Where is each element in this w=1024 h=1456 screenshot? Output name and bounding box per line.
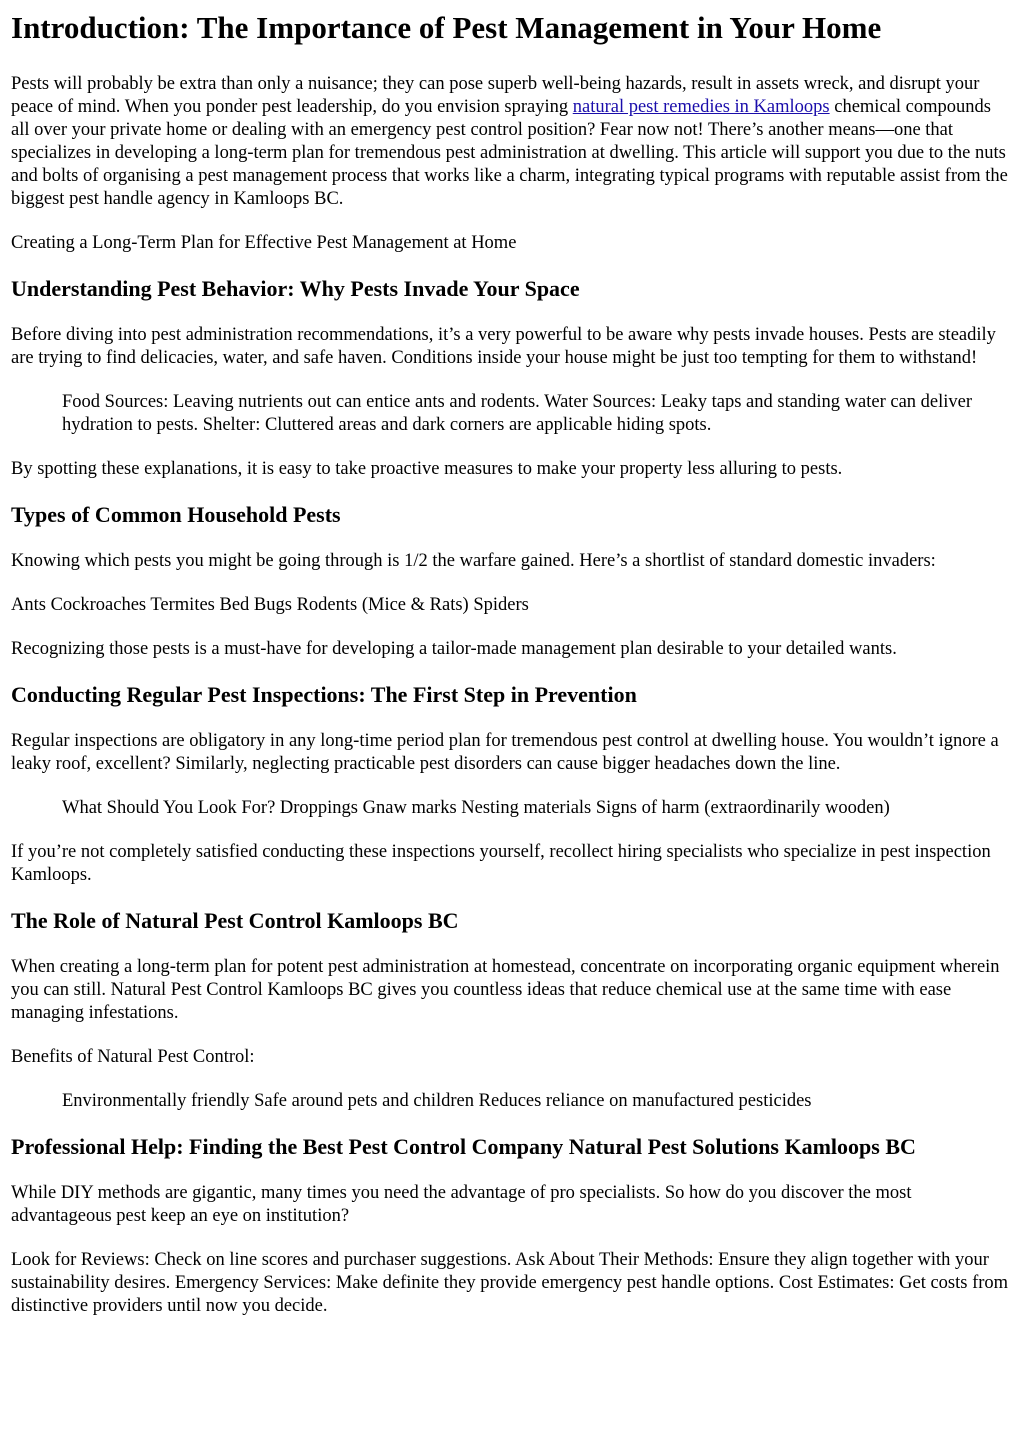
natural-pest-remedies-link[interactable]: natural pest remedies in Kamloops: [572, 97, 830, 117]
pest-types-conclusion: Recognizing those pests is a must-have for developing a tailor-made management plan desirable to your detailed wants.: [11, 639, 897, 659]
heading-natural-control: The Role of Natural Pest Control Kamloops BC: [11, 908, 459, 933]
pest-behavior-conclusion: By spotting these explanations, it is easy to take proactive measures to make your property less alluring to pests.: [11, 459, 843, 479]
heading-pest-types: Types of Common Household Pests: [11, 502, 341, 527]
page-title: Introduction: The Importance of Pest Management in Your Home: [11, 10, 882, 45]
intro-paragraph: [11, 73, 1013, 211]
pest-behavior-paragraph: Before diving into pest administration recommendations, it’s a very powerful to be aware why pests invade houses. Pests are steadily are trying to find delicacies, water, and safe haven. Conditions inside your house might be just too tempting for them to withstand!: [11, 325, 996, 368]
natural-control-benefits-label: Benefits of Natural Pest Control:: [11, 1047, 255, 1067]
intro-text-before-link: Pests will probably be extra than only a nuisance; they can pose superb well-being hazards, result in assets wreck, and disrupt your peace of mind. When you ponder pest leadership, do you envision spraying: [11, 74, 980, 117]
heading-inspections: Conducting Regular Pest Inspections: The First Step in Prevention: [11, 682, 637, 707]
article: [0, 10, 1024, 1318]
professional-help-tips: Look for Reviews: Check on line scores and purchaser suggestions. Ask About Their Methods: Ensure they align together with your sustainability desires. Emergency Services: Make definite they provide emergency pest handle options. Cost Estimates: Get costs from distinctive providers until now you decide.: [11, 1250, 1009, 1316]
pest-behavior-list: Food Sources: Leaving nutrients out can entice ants and rodents. Water Sources: Leaky taps and standing water can deliver hydration to pests. Shelter: Cluttered areas and dark corners are applicable hiding spots.: [62, 392, 973, 435]
natural-control-benefits-list: Environmentally friendly Safe around pets and children Reduces reliance on manufactured pesticides: [62, 1091, 812, 1111]
intro-text-after-link: chemical compounds all over your private home or dealing with an emergency pest control position? Fear now not! There’s another means—one that specializes in developing a long-term plan for tremendous pest administration at dwelling. This article will support you due to the nuts and bolts of organising a pest management process that works like a charm, integrating typical programs with reputable assist from the biggest pest handle agency in Kamloops BC.: [11, 97, 1008, 209]
inspections-conclusion: If you’re not completely satisfied conducting these inspections yourself, recollect hiring specialists who specialize in pest inspection Kamloops.: [11, 842, 991, 885]
heading-professional-help: Professional Help: Finding the Best Pest Control Company Natural Pest Solutions Kamloops BC: [11, 1134, 916, 1159]
subtitle-line: Creating a Long-Term Plan for Effective Pest Management at Home: [11, 233, 517, 253]
inspections-list: What Should You Look For? Droppings Gnaw marks Nesting materials Signs of harm (extraordinarily wooden): [62, 798, 890, 818]
pest-types-paragraph: Knowing which pests you might be going through is 1/2 the warfare gained. Here’s a shortlist of standard domestic invaders:: [11, 551, 936, 571]
pest-types-list: Ants Cockroaches Termites Bed Bugs Rodents (Mice & Rats) Spiders: [11, 595, 529, 615]
professional-help-paragraph: While DIY methods are gigantic, many times you need the advantage of pro specialists. So how do you discover the most advantageous pest keep an eye on institution?: [11, 1183, 912, 1226]
heading-pest-behavior: Understanding Pest Behavior: Why Pests Invade Your Space: [11, 276, 580, 301]
natural-control-paragraph: When creating a long-term plan for potent pest administration at homestead, concentrate on incorporating organic equipment wherein you can still. Natural Pest Control Kamloops BC gives you countless ideas that reduce chemical use at the same time with ease managing infestations.: [11, 957, 1000, 1023]
inspections-paragraph: Regular inspections are obligatory in any long-time period plan for tremendous pest control at dwelling house. You wouldn’t ignore a leaky roof, excellent? Similarly, neglecting practicable pest disorders can cause bigger headaches down the line.: [11, 731, 999, 774]
